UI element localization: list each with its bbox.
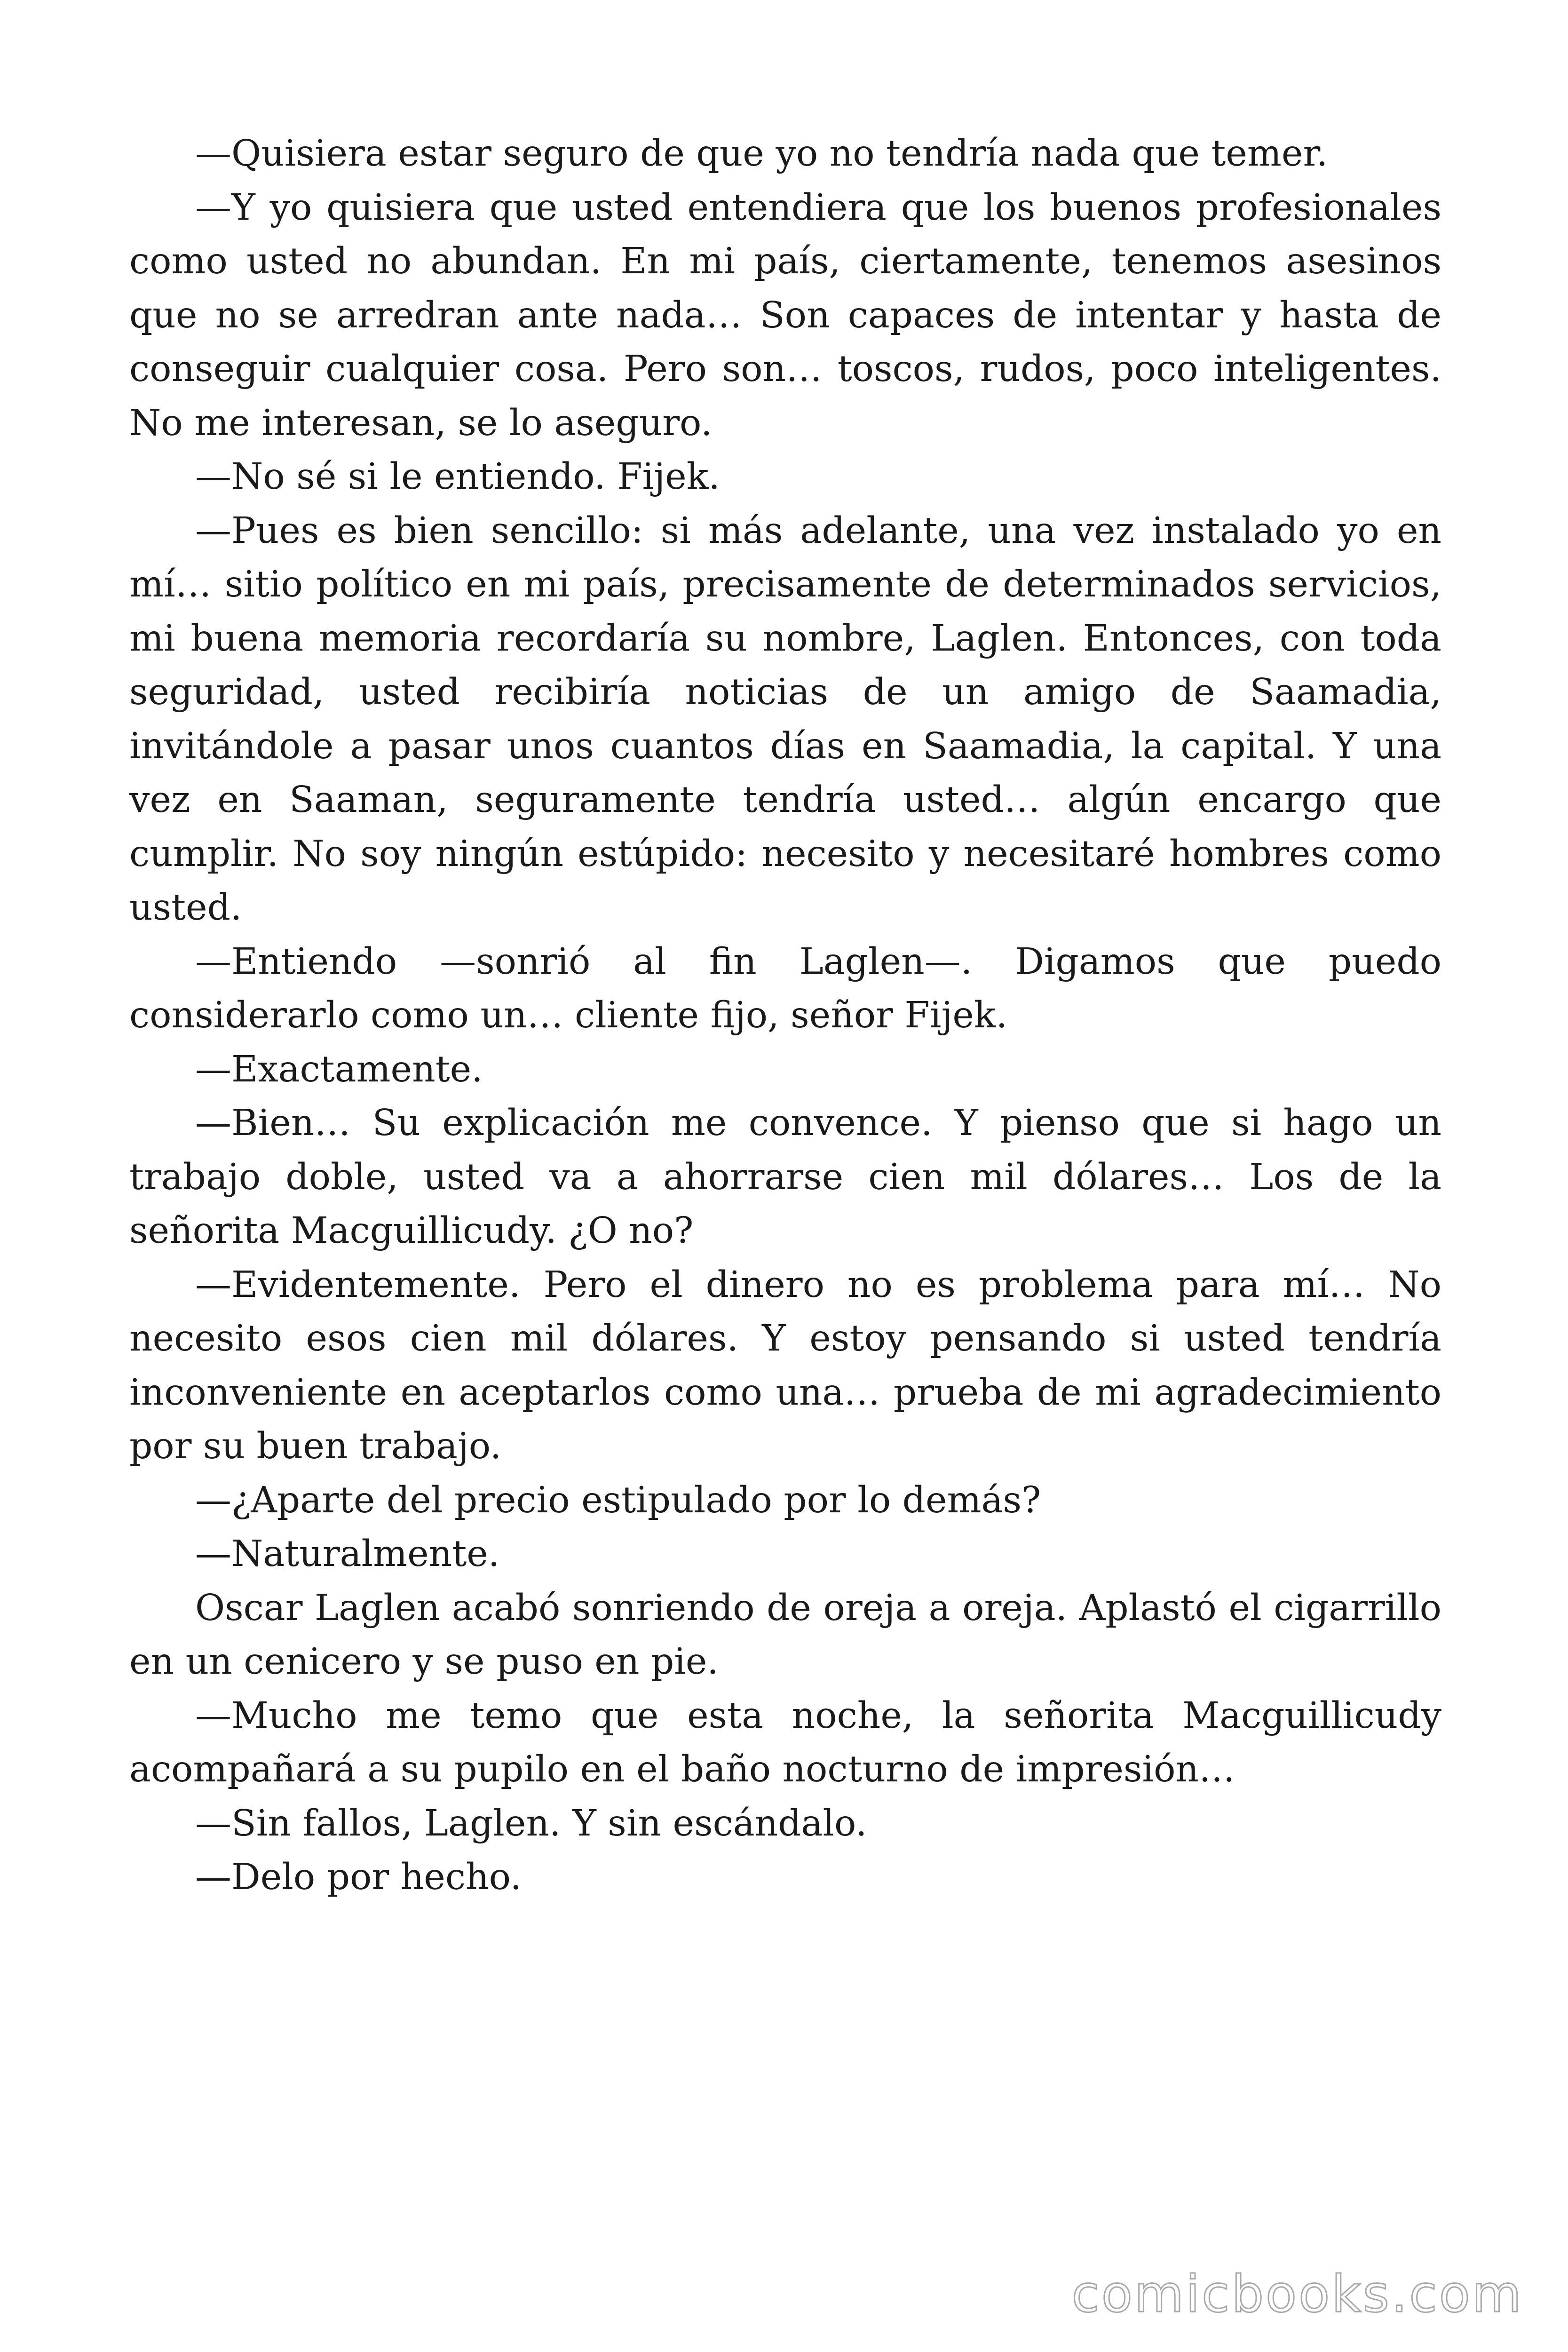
paragraph: —Mucho me temo que esta noche, la señorita Macguillicudy acompañará a su pupilo en el baño nocturno de impresión… (129, 1694, 1441, 1790)
paragraph: —No sé si le entiendo. Fijek. (195, 456, 720, 498)
paragraph: —¿Aparte del precio estipulado por lo demás? (195, 1479, 1041, 1521)
watermark: comicbooks.com (1071, 2265, 1523, 2324)
body-text (129, 127, 1441, 1905)
paragraph: —Sin fallos, Laglen. Y sin escándalo. (195, 1802, 867, 1844)
paragraph: —Naturalmente. (195, 1533, 500, 1575)
paragraph: —Bien… Su explicación me convence. Y pienso que si hago un trabajo doble, usted va a ahorrarse cien mil dólares… Los de la señorita Macguillicudy. ¿O no? (129, 1102, 1441, 1252)
paragraph: —Entiendo —sonrió al fin Laglen—. Digamos que puedo considerarlo como un… cliente fijo, señor Fijek. (129, 940, 1441, 1036)
paragraph: —Quisiera estar seguro de que yo no tendría nada que temer. (195, 133, 1328, 175)
paragraph: Oscar Laglen acabó sonriendo de oreja a oreja. Aplastó el cigarrillo en un cenicero y se puso en pie. (129, 1587, 1441, 1683)
paragraph: —Pues es bien sencillo: si más adelante, una vez instalado yo en mí… sitio político en mi país, precisamente de determinados servicios, mi buena memoria recordaría su nombre, Laglen. Entonces, con toda seguridad, usted recibiría noticias de un amigo de Saamadia, invitándole a pasar unos cuantos días en Saamadia, la capital. Y una vez en Saaman, seguramente tendría usted… algún encargo que cumplir. No soy ningún estúpido: necesito y necesitaré hombres como usted. (129, 509, 1441, 929)
paragraph: —Y yo quisiera que usted entendiera que los buenos profesionales como usted no abundan. En mi país, ciertamente, tenemos asesinos que no se arredran ante nada… Son capaces de intentar y hasta de conseguir cualquier cosa. Pero son… toscos, rudos, poco inteligentes. No me interesan, se lo aseguro. (129, 186, 1441, 444)
paragraph: —Evidentemente. Pero el dinero no es problema para mí… No necesito esos cien mil dólares. Y estoy pensando si usted tendría inconveniente en aceptarlos como una… prueba de mi agradecimiento por su buen trabajo. (129, 1263, 1441, 1467)
paragraph: —Delo por hecho. (195, 1856, 522, 1898)
paragraph: —Exactamente. (195, 1048, 483, 1090)
